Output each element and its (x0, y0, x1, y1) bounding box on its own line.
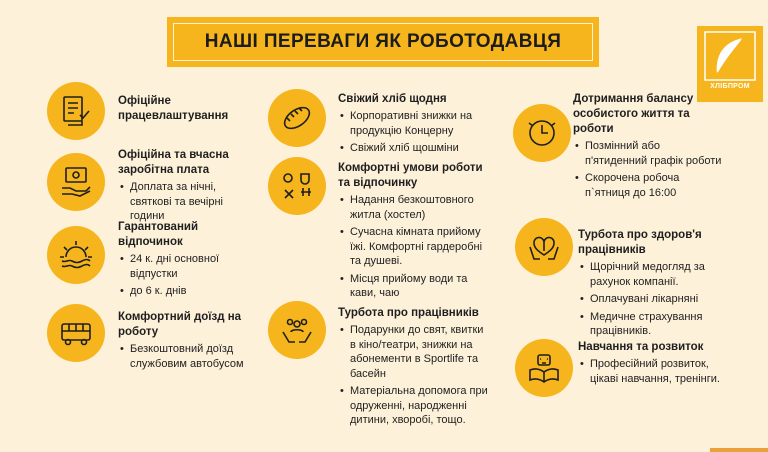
list-item: • Скорочена робоча п`ятниця до 16:00 (573, 171, 723, 200)
company-logo (697, 26, 763, 102)
sunset-icon (47, 226, 105, 284)
list-item: • Надання безкоштовного житла (хостел) (338, 193, 488, 222)
list-item: • Подарунки до свят, квитки в кіно/театри, знижки на абонементи в Sportlife та басейн (338, 323, 488, 381)
comfort-icons-icon (268, 157, 326, 215)
student-book-icon (515, 339, 573, 397)
list-item: • 24 к. дні основної відпустки (118, 252, 258, 281)
document-checklist-icon (47, 82, 105, 140)
benefit-transport: Комфортний доїзд на роботу • Безкоштовний доїзд службовим автобусом (118, 310, 278, 374)
benefit-vacation: Гарантований відпочинок • 24 к. дні основної відпустки • до 6 к. днів (118, 220, 258, 302)
list-item: • Щорічний медогляд за рахунок компанії. (578, 260, 728, 289)
care-hands-icon (268, 301, 326, 359)
bus-icon (47, 304, 105, 362)
benefit-health-care: Турбота про здоров'я працівників • Щорічний медогляд за рахунок компанії. • Оплачувані лікарняні • Медичне страхування працівників. (578, 228, 728, 342)
list-item: • Медичне страхування працівників. (578, 310, 728, 339)
bread-icon (268, 89, 326, 147)
list-item: • Місця прийому води та кави, чаю (338, 272, 488, 301)
benefit-comfort: Комфортні умови роботи та відпочинку • Надання безкоштовного житла (хостел) • Сучасна кімната прийому їжі. Комфортні гардеробні та душеві. • Місця прийому води та кави, чаю (338, 161, 488, 304)
page-title: НАШІ ПЕРЕВАГИ ЯК РОБОТОДАВЦЯ (204, 31, 562, 52)
list-item: • Позмінний або п'ятиденний графік роботи (573, 139, 723, 168)
list-item: • Сучасна кімната прийому їжі. Комфортні гардеробні та душеві. (338, 225, 488, 269)
list-item: • до 6 к. днів (118, 284, 258, 299)
benefit-training: Навчання та розвиток • Професійний розвиток, цікаві навчання, тренінги. (578, 340, 728, 389)
benefit-fresh-bread: Свіжий хліб щодня • Корпоративні знижки на продукцію Концерну • Свіжий хліб щошміни (338, 92, 488, 159)
logo-text: ХЛІБПРОМ (710, 83, 750, 90)
corner-decoration (710, 448, 768, 452)
list-item: • Оплачувані лікарняні (578, 292, 728, 307)
list-item: • Безкоштовний доїзд службовим автобусом (118, 342, 278, 371)
wheat-logo-icon (703, 30, 757, 82)
page-title-banner (167, 17, 599, 67)
health-heart-icon (515, 218, 573, 276)
money-hand-icon (47, 153, 105, 211)
benefit-salary: Офіційна та вчасна заробітна плата • Доплата за нічні, святкові та вечірні години (118, 148, 258, 227)
list-item: • Корпоративні знижки на продукцію Концерну (338, 109, 488, 138)
clock-icon (513, 104, 571, 162)
list-item: • Професійний розвиток, цікаві навчання, тренінги. (578, 357, 728, 386)
benefit-official-employment: Офіційне працевлаштування (118, 95, 229, 122)
benefit-work-life-balance: Дотримання балансу особистого життя та роботи • Позмінний або п'ятиденний графік роботи • Скорочена робоча п`ятниця до 16:00 (573, 92, 723, 203)
list-item: • Доплата за нічні, святкові та вечірні години (118, 180, 258, 224)
list-item: • Матеріальна допомога при одруженні, народженні дитини, хворобі, тощо. (338, 384, 488, 428)
list-item: • Свіжий хліб щошміни (338, 141, 488, 156)
benefit-employee-care: Турбота про працівників • Подарунки до свят, квитки в кіно/театри, знижки на абонементи в Sportlife та басейн • Матеріальна допомога при одруженні, народженні дитини, хворобі, тощо. (338, 306, 488, 431)
